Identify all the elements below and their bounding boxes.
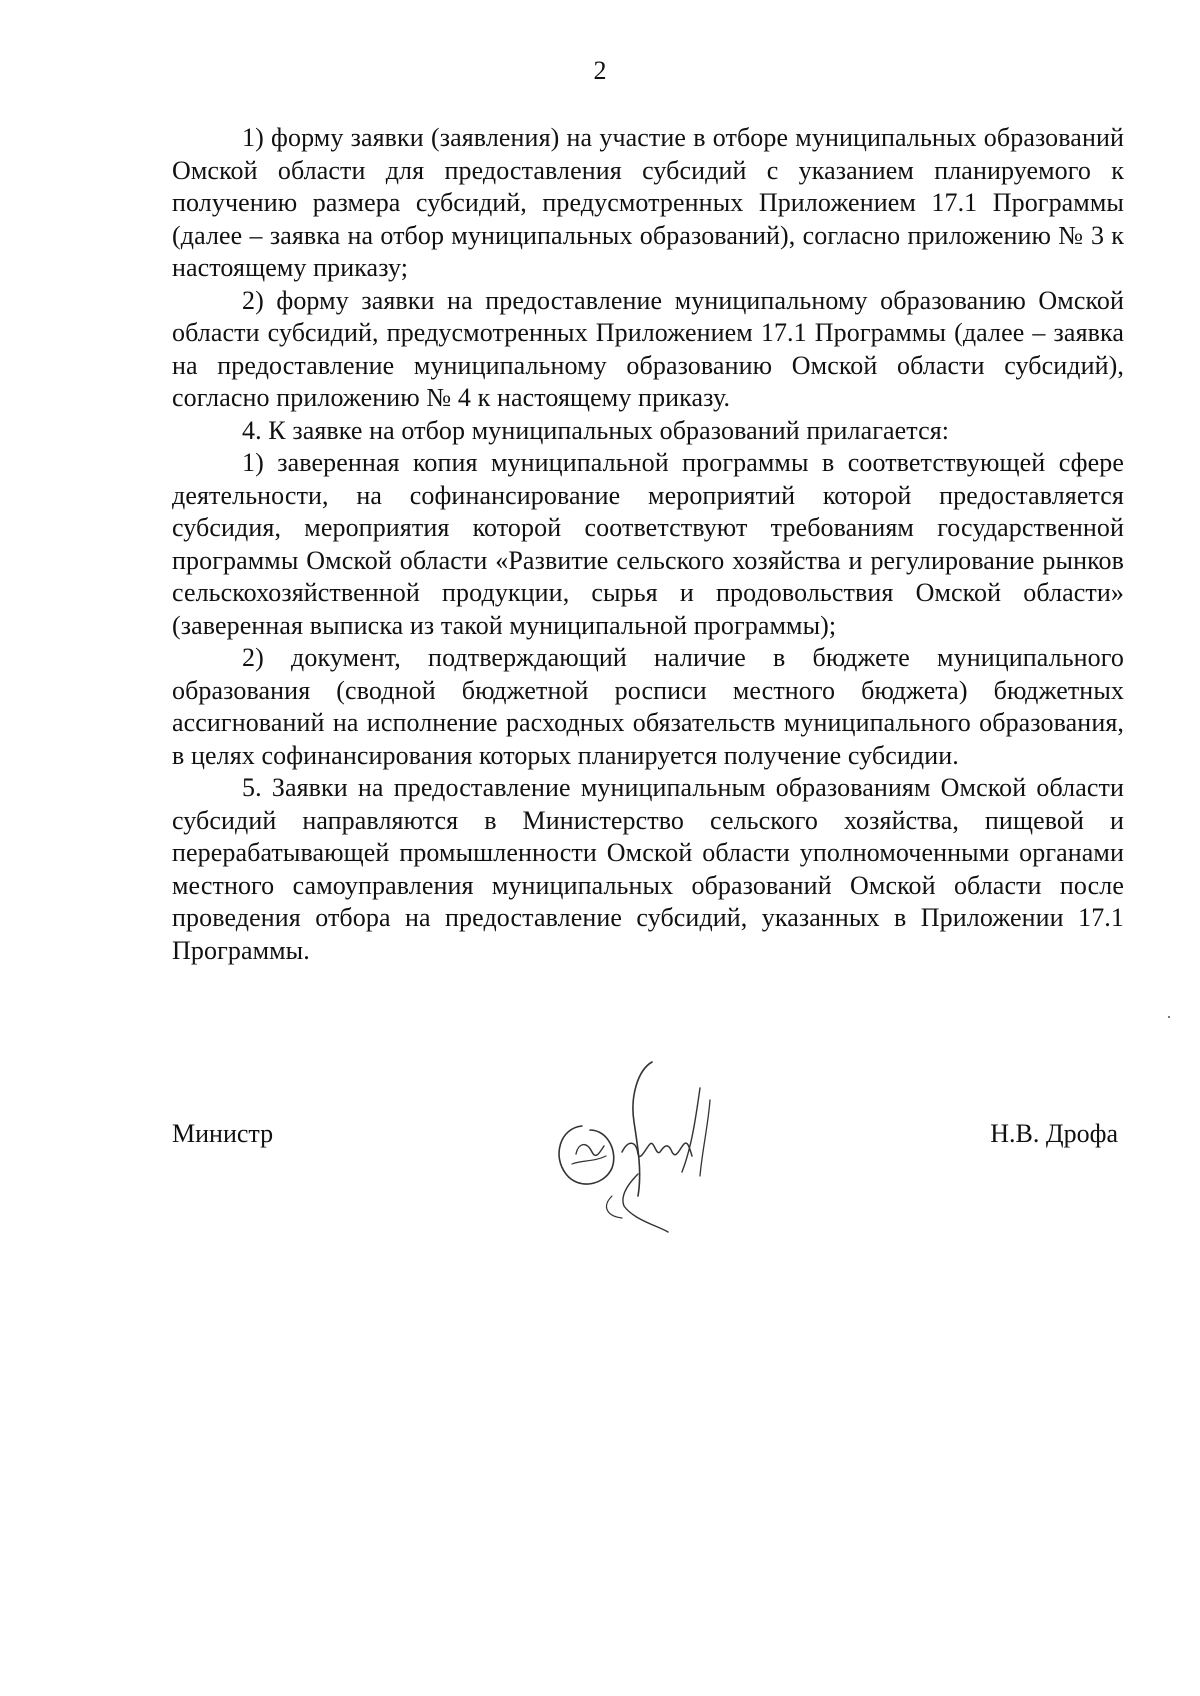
signer-position: Министр	[172, 1119, 274, 1148]
paragraph-item-1-program-copy: 1) заверенная копия муниципальной программы в соответствующей сфере деятельности, на софинансирование мероприятий которой предоставляется субсидия, мероприятия которой соответствуют требованиям государственной программы Омской области «Развитие сельского хозяйства и регулирование рынков сельскохозяйственной продукции, сырья и продовольствия Омской области» (заверенная выписка из такой муниципальной программы);	[172, 448, 1124, 640]
paragraph-point-5: 5. Заявки на предоставление муниципальным образованиям Омской области субсидий направляются в Министерство сельского хозяйства, пищевой и перерабатывающей промышленности Омской области уполномоченными органами местного самоуправления муниципальных образований Омской области после проведения отбора на предоставление субсидий, указанных в Приложении 17.1 Программы.	[172, 773, 1124, 965]
scan-speck	[1168, 1016, 1170, 1018]
signature-block	[172, 1102, 1124, 1252]
paragraph-item-1-form-selection: 1) форму заявки (заявления) на участие в отборе муниципальных образований Омской области для предоставления субсидий с указанием планируемого к получению размера субсидий, предусмотренных Приложением 17.1 Программы (далее – заявка на отбор муниципальных образований), согласно приложению № 3 к настоящему приказу;	[172, 123, 1124, 282]
document-body	[172, 122, 1124, 967]
paragraph-item-2-budget-document: 2) документ, подтверждающий наличие в бюджете муниципального образования (сводной бюджетной росписи местного бюджета) бюджетных ассигнований на исполнение расходных обязательств муниципального образования, в целях софинансирования которых планируется получение субсидии.	[172, 643, 1124, 770]
paragraph-item-2-form-subsidy: 2) форму заявки на предоставление муниципальному образованию Омской области субсидий, предусмотренных Приложением 17.1 Программы (далее – заявка на предоставление муниципальному образованию Омской области субсидий), согласно приложению № 4 к настоящему приказу.	[172, 285, 1124, 412]
signer-name: Н.В. Дрофа	[990, 1119, 1118, 1148]
page-number: 2	[593, 56, 607, 85]
paragraph-point-4: 4. К заявке на отбор муниципальных образований прилагается:	[242, 415, 950, 445]
handwritten-signature	[542, 1056, 732, 1236]
